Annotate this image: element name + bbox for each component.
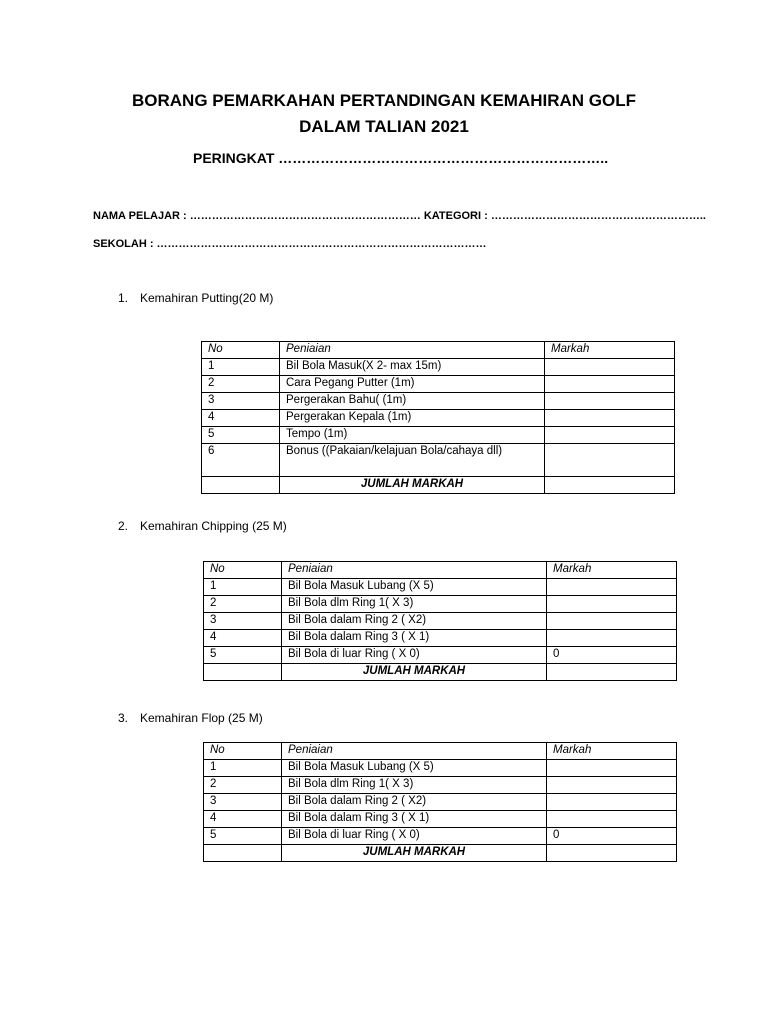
row-penilaian: Bil Bola dalam Ring 2 ( X2) (282, 613, 547, 630)
column-header-penilaian: Peniaian (282, 562, 547, 579)
section-heading-putting (118, 291, 273, 305)
row-markah[interactable]: 0 (547, 647, 677, 664)
column-header-markah: Markah (547, 562, 677, 579)
row-markah[interactable] (547, 811, 677, 828)
table-row (204, 811, 677, 828)
row-markah[interactable] (547, 777, 677, 794)
column-header-penilaian: Peniaian (280, 342, 545, 359)
row-penilaian: Bil Bola dlm Ring 1( X 3) (282, 777, 547, 794)
table-row (204, 613, 677, 630)
column-header-no: No (204, 743, 282, 760)
row-penilaian: Bil Bola dalam Ring 2 ( X2) (282, 794, 547, 811)
table-header-row (204, 562, 677, 579)
row-penilaian: Pergerakan Kepala (1m) (280, 410, 545, 427)
row-no: 1 (204, 760, 282, 777)
row-no: 1 (202, 359, 280, 376)
section-heading-flop (118, 711, 263, 725)
table-row (202, 359, 675, 376)
table-header-row (202, 342, 675, 359)
table-row (202, 444, 675, 477)
total-markah[interactable] (547, 664, 677, 681)
score-table-chipping (203, 561, 677, 681)
peringkat-field: PERINGKAT …………………………………………………………….. (193, 150, 609, 166)
table-row (204, 647, 677, 664)
row-penilaian: Bil Bola Masuk(X 2- max 15m) (280, 359, 545, 376)
row-no: 2 (202, 376, 280, 393)
row-penilaian: Bonus ((Pakaian/kelajuan Bola/cahaya dll) (280, 444, 545, 477)
row-penilaian: Bil Bola Masuk Lubang (X 5) (282, 579, 547, 596)
column-header-no: No (202, 342, 280, 359)
table-row (202, 427, 675, 444)
row-markah[interactable] (547, 630, 677, 647)
row-markah[interactable] (545, 427, 675, 444)
table-row (204, 828, 677, 845)
total-empty-cell (202, 477, 280, 494)
row-no: 6 (202, 444, 280, 477)
table-row (202, 410, 675, 427)
row-markah[interactable] (545, 444, 675, 477)
row-markah[interactable] (545, 410, 675, 427)
row-markah[interactable]: 0 (547, 828, 677, 845)
row-no: 3 (204, 794, 282, 811)
total-label: JUMLAH MARKAH (280, 477, 545, 494)
row-no: 1 (204, 579, 282, 596)
row-no: 5 (202, 427, 280, 444)
column-header-no: No (204, 562, 282, 579)
row-no: 2 (204, 596, 282, 613)
row-markah[interactable] (547, 794, 677, 811)
score-table-flop (203, 742, 677, 862)
table-total-row (204, 664, 677, 681)
table-row (202, 393, 675, 410)
row-markah[interactable] (547, 579, 677, 596)
row-penilaian: Tempo (1m) (280, 427, 545, 444)
row-markah[interactable] (545, 393, 675, 410)
total-markah[interactable] (547, 845, 677, 862)
section-number: 1. (118, 291, 129, 305)
row-no: 4 (204, 630, 282, 647)
table-row (204, 630, 677, 647)
total-label: JUMLAH MARKAH (282, 845, 547, 862)
sekolah-field: SEKOLAH : ……………………………………………………………………………… (93, 238, 487, 250)
column-header-penilaian: Peniaian (282, 743, 547, 760)
section-number: 3. (118, 711, 129, 725)
row-no: 3 (202, 393, 280, 410)
row-penilaian: Bil Bola dalam Ring 3 ( X 1) (282, 811, 547, 828)
total-empty-cell (204, 664, 282, 681)
total-markah[interactable] (545, 477, 675, 494)
row-no: 4 (202, 410, 280, 427)
row-penilaian: Bil Bola dalam Ring 3 ( X 1) (282, 630, 547, 647)
table-row (204, 794, 677, 811)
row-penilaian: Bil Bola di luar Ring ( X 0) (282, 647, 547, 664)
section-title: Kemahiran Flop (25 M) (140, 711, 263, 725)
column-header-markah: Markah (545, 342, 675, 359)
total-empty-cell (204, 845, 282, 862)
section-number: 2. (118, 519, 129, 533)
row-no: 3 (204, 613, 282, 630)
row-no: 5 (204, 647, 282, 664)
table-total-row (204, 845, 677, 862)
row-markah[interactable] (545, 359, 675, 376)
nama-kategori-field: NAMA PELAJAR : ……………………………………………………… KATEGORI : ………………………………………………….. (93, 210, 706, 222)
table-row (204, 579, 677, 596)
table-row (204, 760, 677, 777)
section-title: Kemahiran Putting(20 M) (140, 291, 274, 305)
score-table-putting (201, 341, 675, 494)
table-total-row (202, 477, 675, 494)
total-label: JUMLAH MARKAH (282, 664, 547, 681)
row-markah[interactable] (547, 596, 677, 613)
row-no: 5 (204, 828, 282, 845)
row-markah[interactable] (547, 613, 677, 630)
table-row (204, 596, 677, 613)
section-title: Kemahiran Chipping (25 M) (140, 519, 287, 533)
table-row (204, 777, 677, 794)
table-header-row (204, 743, 677, 760)
row-markah[interactable] (545, 376, 675, 393)
row-markah[interactable] (547, 760, 677, 777)
row-penilaian: Pergerakan Bahu( (1m) (280, 393, 545, 410)
row-no: 4 (204, 811, 282, 828)
row-no: 2 (204, 777, 282, 794)
section-heading-chipping (118, 519, 287, 533)
table-row (202, 376, 675, 393)
document-title-line2: DALAM TALIAN 2021 (299, 117, 469, 136)
row-penilaian: Cara Pegang Putter (1m) (280, 376, 545, 393)
row-penilaian: Bil Bola di luar Ring ( X 0) (282, 828, 547, 845)
row-penilaian: Bil Bola dlm Ring 1( X 3) (282, 596, 547, 613)
document-title-line1: BORANG PEMARKAHAN PERTANDINGAN KEMAHIRAN GOLF (131, 91, 636, 110)
row-penilaian: Bil Bola Masuk Lubang (X 5) (282, 760, 547, 777)
column-header-markah: Markah (547, 743, 677, 760)
